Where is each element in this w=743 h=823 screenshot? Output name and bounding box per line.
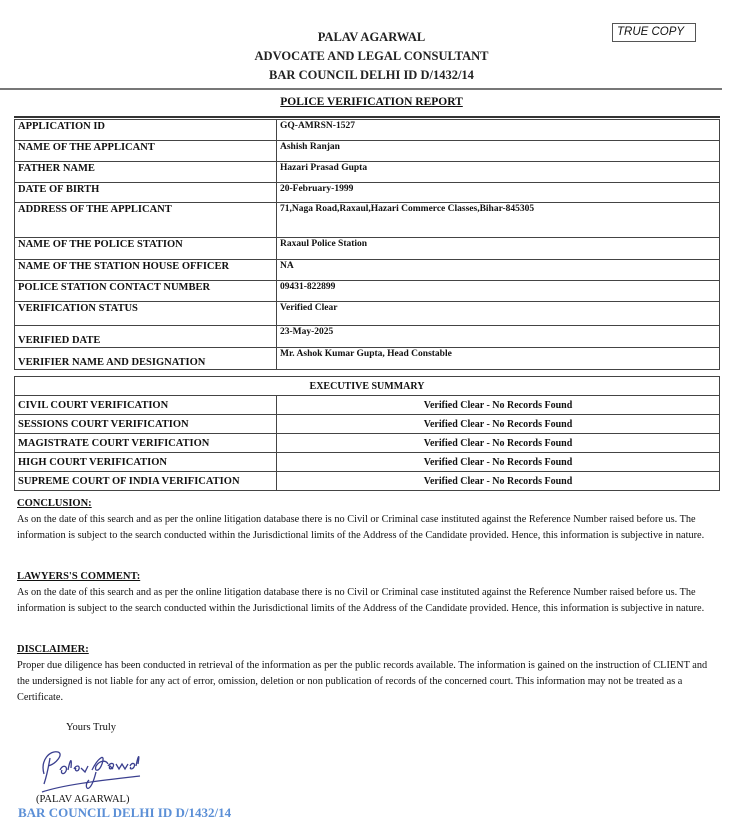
detail-label: POLICE STATION CONTACT NUMBER	[15, 281, 277, 302]
table-row	[15, 203, 720, 238]
detail-label: DATE OF BIRTH	[15, 183, 277, 203]
table-row	[15, 238, 720, 260]
court-label: CIVIL COURT VERIFICATION	[15, 396, 277, 415]
court-label: SUPREME COURT OF INDIA VERIFICATION	[15, 472, 277, 491]
court-status: Verified Clear - No Records Found	[277, 453, 720, 472]
detail-value: Raxaul Police Station	[277, 238, 720, 260]
letterhead-name: PALAV AGARWAL	[317, 30, 426, 44]
details-table	[14, 119, 720, 370]
closing-text: Yours Truly	[66, 722, 117, 733]
table-row	[15, 120, 720, 141]
court-status: Verified Clear - No Records Found	[277, 415, 720, 434]
report-title: POLICE VERIFICATION REPORT	[280, 96, 463, 108]
detail-value: 71,Naga Road,Raxaul,Hazari Commerce Classes,Bihar-845305	[277, 203, 720, 238]
detail-value: Verified Clear	[277, 302, 720, 326]
table-header-row	[15, 377, 720, 396]
letterhead-bar-id: BAR COUNCIL DELHI ID D/1432/14	[269, 68, 474, 82]
table-row	[15, 453, 720, 472]
true-copy-stamp: TRUE COPY	[612, 23, 696, 42]
letterhead-title: ADVOCATE AND LEGAL CONSULTANT	[254, 49, 489, 63]
detail-label: VERIFIED DATE	[15, 326, 277, 348]
disclaimer-text: Proper due diligence has been conducted in retrieval of the information as per the public records available. The information is gained on the instruction of CLIENT and the undersigned is not liable for any act of error, omission, deletion or non publication of records of the concerned court. This information may not be treated as a Certificate.	[17, 660, 708, 703]
table-row	[15, 260, 720, 281]
conclusion-heading: CONCLUSION:	[17, 498, 92, 509]
conclusion-text: As on the date of this search and as per the online litigation database there is no Civil or Criminal case instituted against the Reference Number raised before us. The information is subject to the search conducted within the Jurisdictional limits of the Address of the Candidate provided. Hence, this information is subjective in nature.	[17, 514, 705, 541]
table-row	[15, 434, 720, 453]
table-row	[15, 396, 720, 415]
lawyers-comment-section	[17, 569, 717, 617]
detail-value: Mr. Ashok Kumar Gupta, Head Constable	[277, 348, 720, 370]
court-status: Verified Clear - No Records Found	[277, 472, 720, 491]
table-row	[15, 141, 720, 162]
signatory-bar-id: BAR COUNCIL DELHI ID D/1432/14	[18, 805, 232, 820]
disclaimer-heading: DISCLAIMER:	[17, 644, 89, 655]
court-status: Verified Clear - No Records Found	[277, 434, 720, 453]
detail-value: 09431-822899	[277, 281, 720, 302]
detail-label: NAME OF THE APPLICANT	[15, 141, 277, 162]
court-label: MAGISTRATE COURT VERIFICATION	[15, 434, 277, 453]
table-row	[15, 472, 720, 491]
detail-label: VERIFIER NAME AND DESIGNATION	[15, 348, 277, 370]
lawyers-comment-heading: LAWYERS'S COMMENT:	[17, 571, 141, 582]
detail-value: Hazari Prasad Gupta	[277, 162, 720, 183]
table-row	[15, 415, 720, 434]
disclaimer-section	[17, 642, 717, 706]
signature-block	[0, 718, 300, 823]
court-status: Verified Clear - No Records Found	[277, 396, 720, 415]
header-divider	[0, 88, 722, 90]
table-row	[15, 281, 720, 302]
table-row	[15, 326, 720, 348]
detail-label: NAME OF THE POLICE STATION	[15, 238, 277, 260]
title-divider	[14, 116, 720, 118]
detail-label: FATHER NAME	[15, 162, 277, 183]
table-row	[15, 302, 720, 326]
table-row	[15, 162, 720, 183]
detail-value: GQ-AMRSN-1527	[277, 120, 720, 141]
court-label: SESSIONS COURT VERIFICATION	[15, 415, 277, 434]
detail-label: APPLICATION ID	[15, 120, 277, 141]
executive-summary-table	[14, 376, 720, 491]
table-row	[15, 183, 720, 203]
lawyers-comment-text: As on the date of this search and as per the online litigation database there is no Civil or Criminal case instituted against the Reference Number raised before us. The information is subject to the search conducted within the Jurisdictional limits of the Address of the Candidate provided. Hence, this information is subjective in nature.	[17, 587, 705, 614]
detail-value: 20-February-1999	[277, 183, 720, 203]
conclusion-section	[17, 496, 717, 544]
signatory-name: (PALAV AGARWAL)	[36, 794, 130, 805]
detail-value: NA	[277, 260, 720, 281]
executive-summary-title: EXECUTIVE SUMMARY	[15, 377, 720, 396]
detail-value: 23-May-2025	[277, 326, 720, 348]
table-row	[15, 348, 720, 370]
detail-label: ADDRESS OF THE APPLICANT	[15, 203, 277, 238]
detail-label: VERIFICATION STATUS	[15, 302, 277, 326]
detail-value: Ashish Ranjan	[277, 141, 720, 162]
detail-label: NAME OF THE STATION HOUSE OFFICER	[15, 260, 277, 281]
court-label: HIGH COURT VERIFICATION	[15, 453, 277, 472]
signature-icon	[36, 740, 146, 796]
